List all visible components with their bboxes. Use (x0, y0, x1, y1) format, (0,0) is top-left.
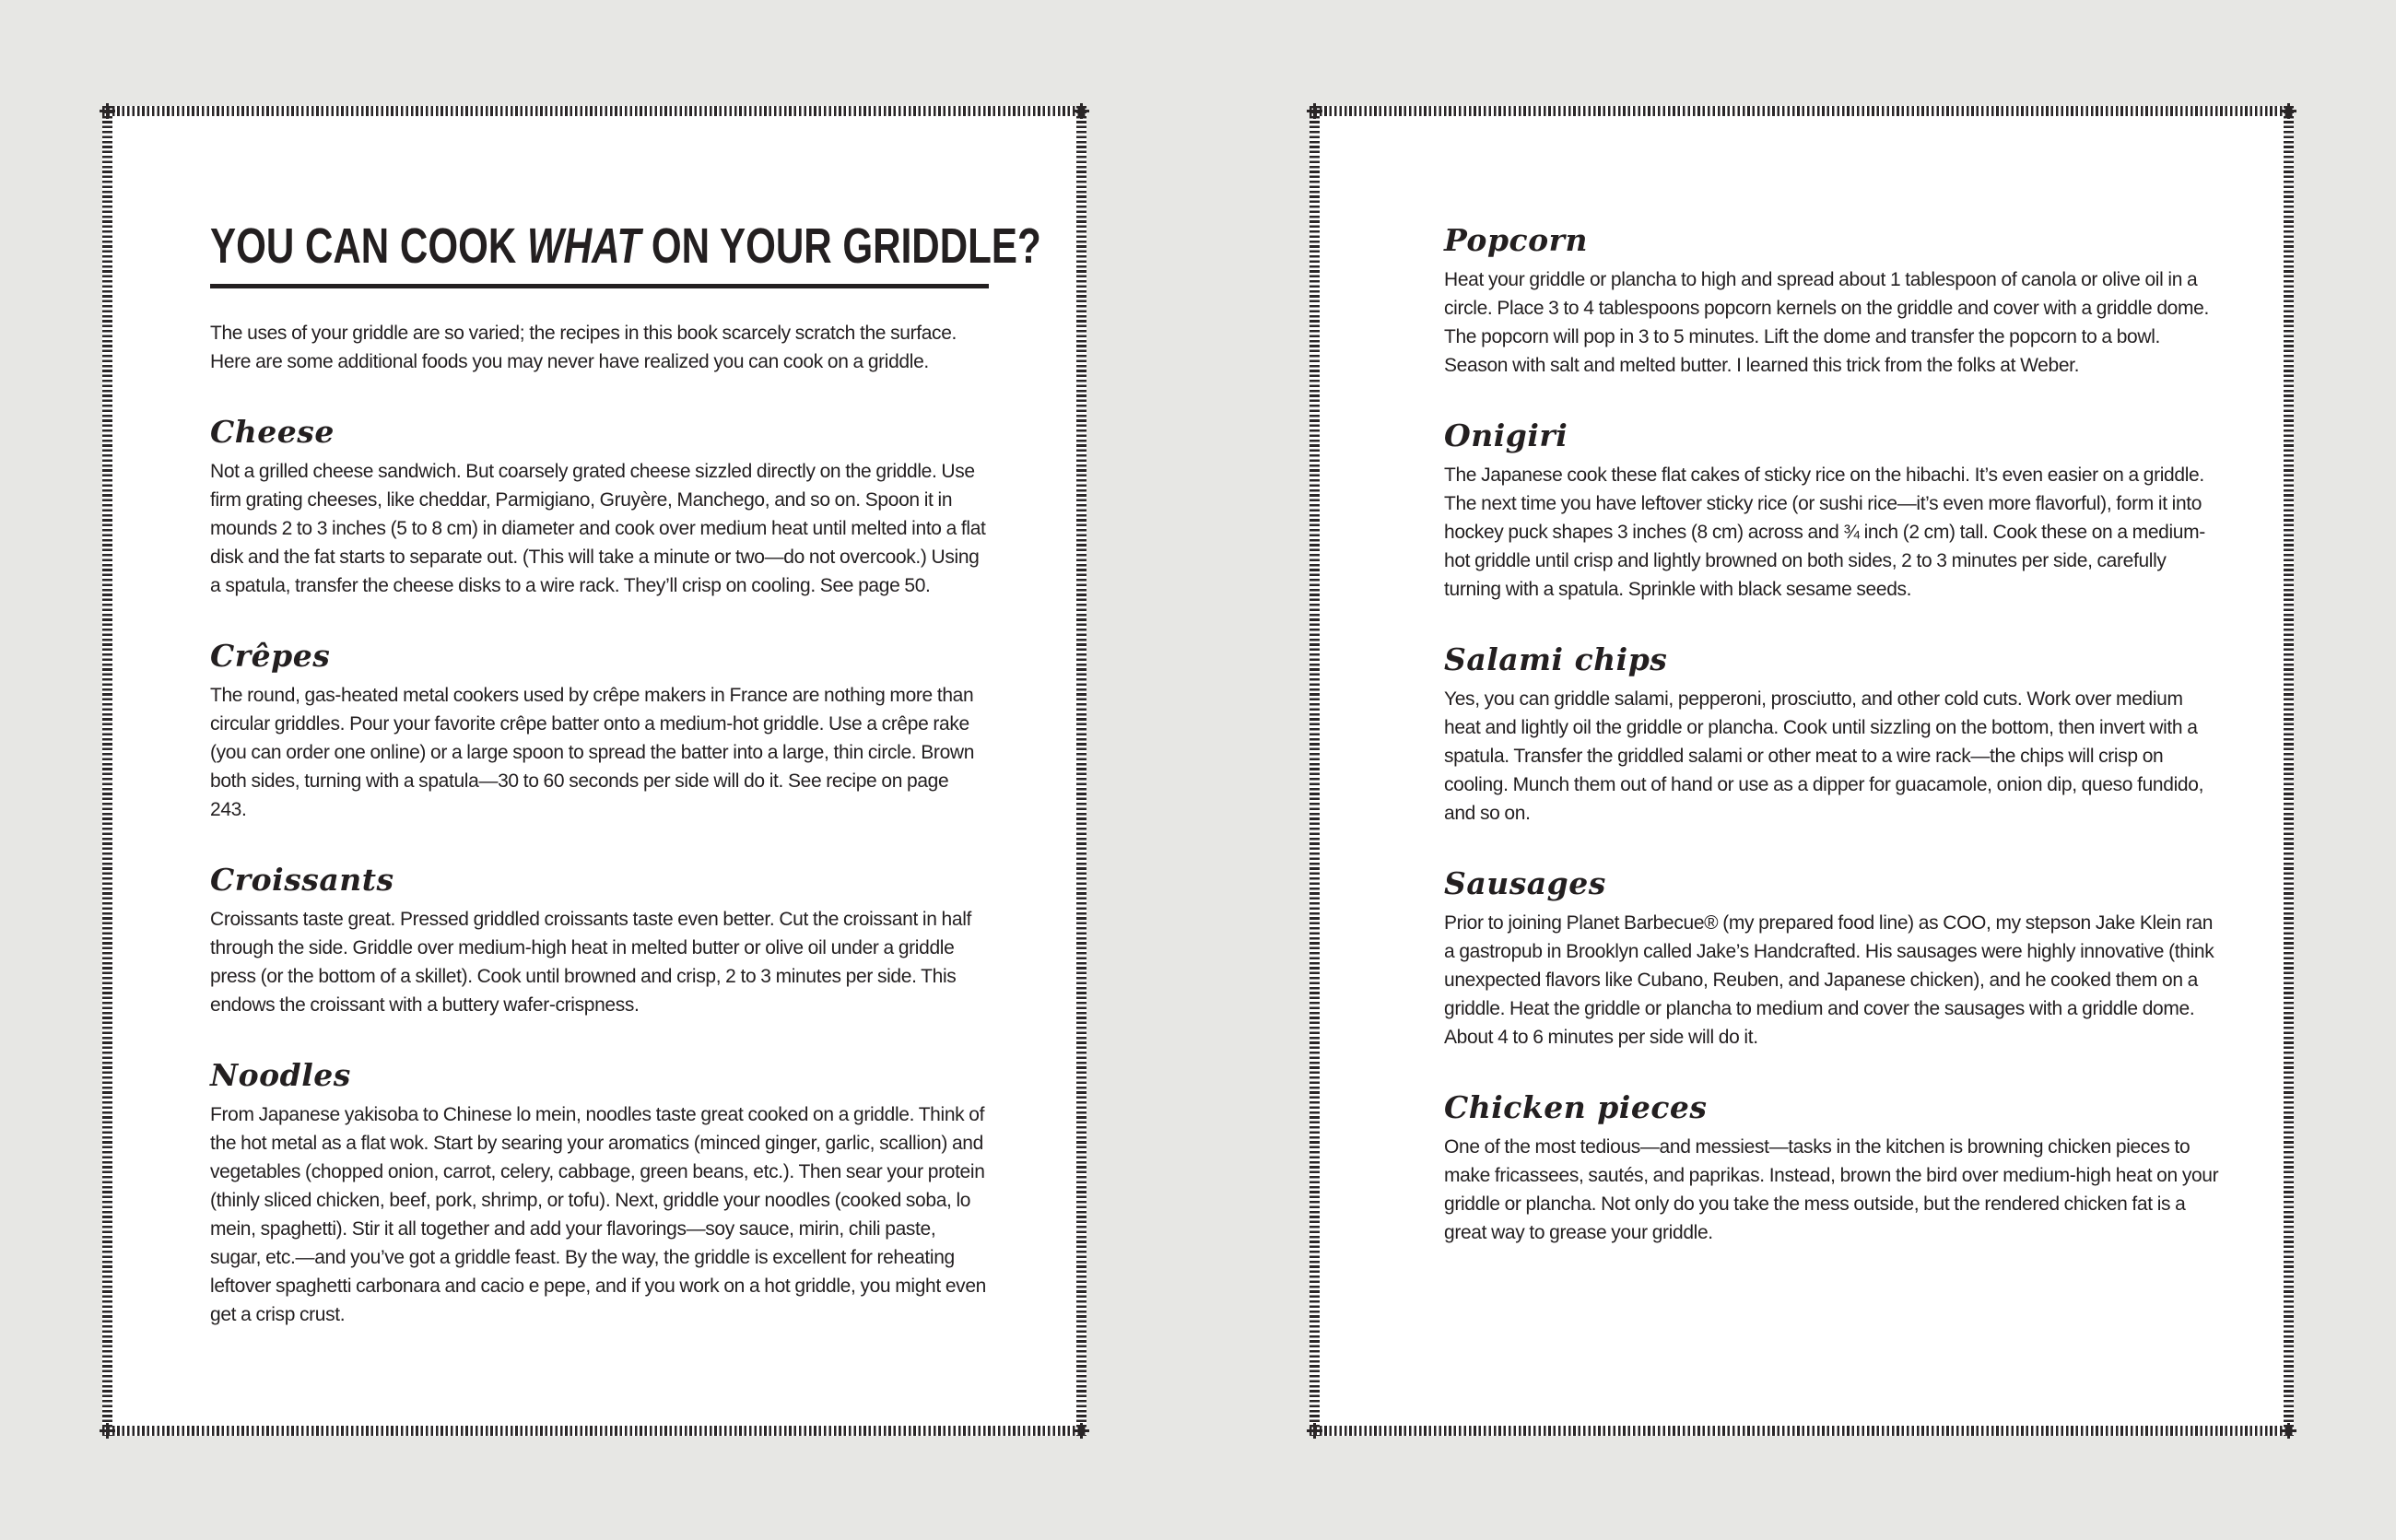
section-body: Croissants taste great. Pressed griddled croissants taste even better. Cut the croissant in half through the side. Griddle over medium-high heat in melted butter or olive oil under a griddle press (or the bottom of a skillet). Cook until browned and crisp, 2 to 3 minutes per side. This endows the croissant with a buttery wafer-crispness. (210, 909, 972, 1016)
section-body: Not a grilled cheese sandwich. But coarsely grated cheese sizzled directly on the griddle. Use firm grating cheeses, like cheddar, Parmigiano, Gruyère, Manchego, and so on. Spoon it in mounds 2 to 3 inches (5 to 8 cm) in diameter and cook over medium heat until melted into a flat disk and the fat starts to separate out. (This will take a minute or two—do not overcook.) Using a spatula, transfer the cheese disks to a wire rack. They’ll crisp on cooling. See page 50. (210, 461, 986, 596)
page-title (210, 218, 1041, 274)
ticket-border-right (1076, 106, 1086, 1436)
page-title-pre: YOU CAN COOK (210, 218, 528, 274)
page-title-emphasis: WHAT (527, 218, 641, 274)
section-body: The Japanese cook these flat cakes of sticky rice on the hibachi. It’s even easier on a griddle. The next time you have leftover sticky rice (or sushi rice—it’s even more flavorful), form it into hockey puck shapes 3 inches (8 cm) across and ¾ inch (2 cm) tall. Cook these on a medium-hot griddle until crisp and lightly browned on both sides, 2 to 3 minutes per side, carefully turning with a spatula. Sprinkle with black sesame seeds. (1444, 464, 2205, 600)
section-heading: Crêpes (210, 638, 331, 674)
ticket-border-top (102, 106, 1086, 116)
page-title-post: ON YOUR GRIDDLE? (640, 218, 1041, 274)
ticket-border-bottom (1310, 1426, 2294, 1436)
section-popcorn (1444, 222, 2219, 380)
section-body: From Japanese yakisoba to Chinese lo mein, noodles taste great cooked on a griddle. Think of the hot metal as a flat wok. Start by searing your aromatics (minced ginger, garlic, scallion) and vegetables (chopped onion, carrot, celery, cabbage, green beans, etc.). Then sear your protein (thinly sliced chicken, beef, pork, shrimp, or tofu). Next, griddle your noodles (cooked soba, lo mein, spaghetti). Stir it all together and add your flavorings—soy sauce, mirin, chili paste, sugar, etc.—and you’ve got a griddle feast. By the way, the griddle is excellent for reheating leftover spaghetti carbonara and cacio e pepe, and if you work on a hot griddle, you might even get a crisp crust. (210, 1104, 986, 1325)
left-page-content (112, 116, 1076, 1426)
section-crepes (210, 638, 989, 824)
section-heading: Sausages (1444, 865, 1606, 901)
left-page (102, 106, 1086, 1436)
right-page (1310, 106, 2294, 1436)
section-body: Prior to joining Planet Barbecue® (my prepared food line) as COO, my stepson Jake Klein ran a gastropub in Brooklyn called Jake’s Handcrafted. His sausages were highly innovative (think unexpected flavors like Cubano, Reuben, and Japanese chicken), and he cooked them on a griddle. Heat the griddle or plancha to medium and cover the sausages with a griddle dome. About 4 to 6 minutes per side will do it. (1444, 912, 2214, 1048)
section-heading: Onigiri (1444, 417, 1568, 453)
section-onigiri (1444, 417, 2219, 604)
right-page-content (1320, 116, 2284, 1426)
section-heading: Popcorn (1444, 222, 1588, 258)
section-body: One of the most tedious—and messiest—tasks in the kitchen is browning chicken pieces to make fricassees, sautés, and paprikas. Instead, brown the bird over medium-high heat on your griddle or plancha. Not only do you take the mess outside, but the rendered chicken fat is a great way to grease your griddle. (1444, 1136, 2219, 1243)
ticket-border-bottom (102, 1426, 1086, 1436)
section-cheese (210, 414, 989, 600)
ticket-border-left (1310, 106, 1320, 1436)
ticket-border-right (2284, 106, 2294, 1436)
section-salami-chips (1444, 641, 2219, 828)
section-chicken-pieces (1444, 1089, 2219, 1247)
title-underline-rule (210, 284, 989, 288)
section-heading: Croissants (210, 862, 394, 898)
section-body: Heat your griddle or plancha to high and spread about 1 tablespoon of canola or olive oil in a circle. Place 3 to 4 tablespoons popcorn kernels on the griddle and cover with a griddle dome. The popcorn will pop in 3 to 5 minutes. Lift the dome and transfer the popcorn to a bowl. Season with salt and melted butter. I learned this trick from the folks at Weber. (1444, 269, 2209, 376)
section-heading: Chicken pieces (1444, 1089, 1708, 1125)
section-heading: Noodles (210, 1057, 351, 1093)
section-body: Yes, you can griddle salami, pepperoni, prosciutto, and other cold cuts. Work over medium heat and lightly oil the griddle or plancha. Cook until sizzling on the bottom, then invert with a spatula. Transfer the griddled salami or other meat to a wire rack—the chips will crisp on cooling. Munch them out of hand or use as a dipper for guacamole, onion dip, queso fundido, and so on. (1444, 688, 2204, 824)
section-sausages (1444, 865, 2219, 1052)
intro-paragraph: The uses of your griddle are so varied; the recipes in this book scarcely scratch the surface. Here are some additional foods you may never have realized you can cook on a griddle. (210, 323, 957, 372)
section-heading: Cheese (210, 414, 335, 450)
section-body: The round, gas-heated metal cookers used by crêpe makers in France are nothing more than circular griddles. Pour your favorite crêpe batter onto a medium-hot griddle. Use a crêpe rake (you can order one online) or a large spoon to spread the batter into a large, thin circle. Brown both sides, turning with a spatula—30 to 60 seconds per side will do it. See recipe on page 243. (210, 685, 975, 820)
section-croissants (210, 862, 989, 1019)
ticket-border-left (102, 106, 112, 1436)
section-heading: Salami chips (1444, 641, 1668, 677)
section-noodles (210, 1057, 989, 1329)
ticket-border-top (1310, 106, 2294, 116)
